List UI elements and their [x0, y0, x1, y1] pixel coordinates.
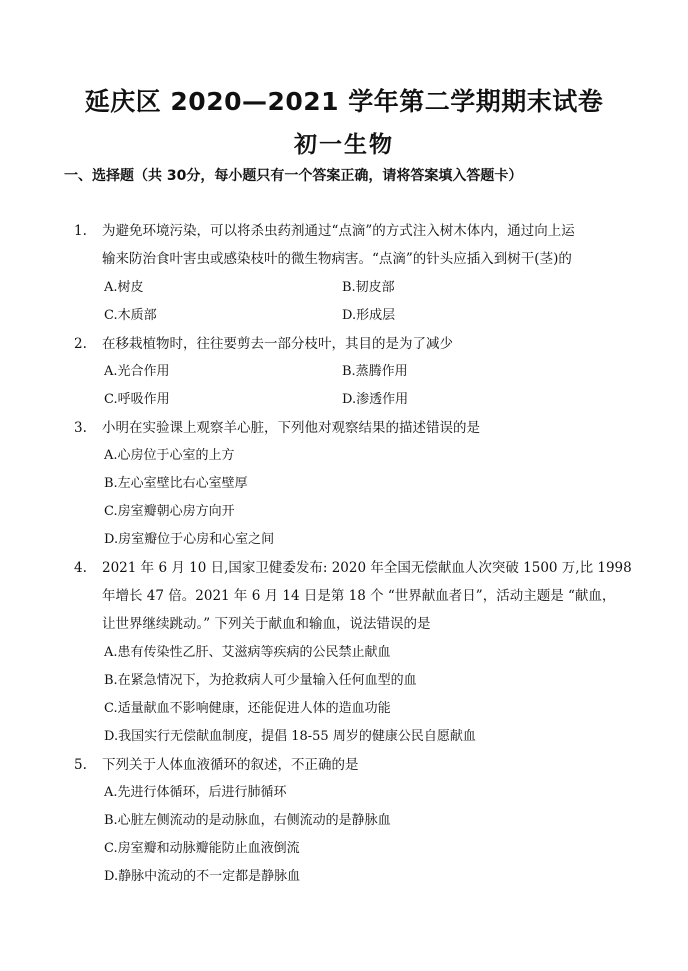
question-number: 3.	[74, 420, 87, 436]
option-d: D.静脉中流动的不一定都是静脉血	[104, 869, 301, 884]
option-a: A.树皮	[104, 280, 144, 295]
question-text-line: 下列关于人体血液循环的叙述，不正确的是	[102, 757, 359, 773]
option-b: B.左心室壁比右心室壁厚	[104, 476, 248, 491]
option-d: D.我国实行无偿献血制度，提倡 18-55 周岁的健康公民自愿献血	[104, 729, 476, 744]
option-a: A.光合作用	[104, 364, 170, 379]
option-c: C.木质部	[104, 308, 157, 323]
question-text-line: 年增长 47 倍。2021 年 6 月 14 日是第 18 个 “世界献血者日”，活动主题是 “献血，	[102, 588, 616, 604]
option-d: D.形成层	[342, 308, 396, 323]
option-a: A.心房位于心室的上方	[104, 448, 235, 463]
option-c: C.房室瓣和动脉瓣能防止血液倒流	[104, 841, 300, 856]
option-a: A.先进行体循环，后进行肺循环	[104, 785, 287, 800]
question-text-line: 2021 年 6 月 10 日,国家卫健委发布: 2020 年全国无偿献血人次突破 1500 万,比 1998	[102, 560, 632, 576]
exam-title: 延庆区 2020—2021 学年第二学期期末试卷	[84, 87, 604, 116]
question-text-line: 在移栽植物时，往往要剪去一部分枝叶，其目的是为了减少	[102, 336, 453, 352]
question-text-line: 为避免环境污染，可以将杀虫药剂通过“点滴”的方式注入树木体内，通过向上运	[102, 223, 575, 239]
question-number: 2.	[74, 336, 87, 352]
option-b: B.韧皮部	[342, 280, 395, 295]
option-b: B.蒸腾作用	[342, 364, 408, 379]
option-a: A.患有传染性乙肝、艾滋病等疾病的公民禁止献血	[104, 645, 391, 660]
option-d: D.房室瓣位于心房和心室之间	[104, 532, 275, 547]
question-text-line: 输来防治食叶害虫或感染枝叶的微生物病害。“点滴”的针头应插入到树干(茎)的	[102, 251, 572, 267]
option-c: C.房室瓣朝心房方向开	[104, 504, 235, 519]
option-d: D.渗透作用	[342, 392, 409, 407]
question-text-line: 小明在实验课上观察羊心脏，下列他对观察结果的描述错误的是	[102, 420, 480, 436]
section-heading: 一、选择题（共 30分，每小题只有一个答案正确，请将答案填入答题卡）	[64, 168, 523, 184]
exam-subject: 初一生物	[294, 132, 394, 158]
option-c: C.呼吸作用	[104, 392, 170, 407]
option-b: B.心脏左侧流动的是动脉血，右侧流动的是静脉血	[104, 813, 391, 828]
option-b: B.在紧急情况下，为抢救病人可少量输入任何血型的血	[104, 673, 417, 688]
question-number: 1.	[74, 223, 87, 239]
option-c: C.适量献血不影响健康，还能促进人体的造血功能	[104, 701, 391, 716]
question-text-line: 让世界继续跳动。” 下列关于献血和输血，说法错误的是	[102, 616, 431, 632]
question-number: 4.	[74, 560, 87, 576]
question-number: 5.	[74, 757, 87, 773]
